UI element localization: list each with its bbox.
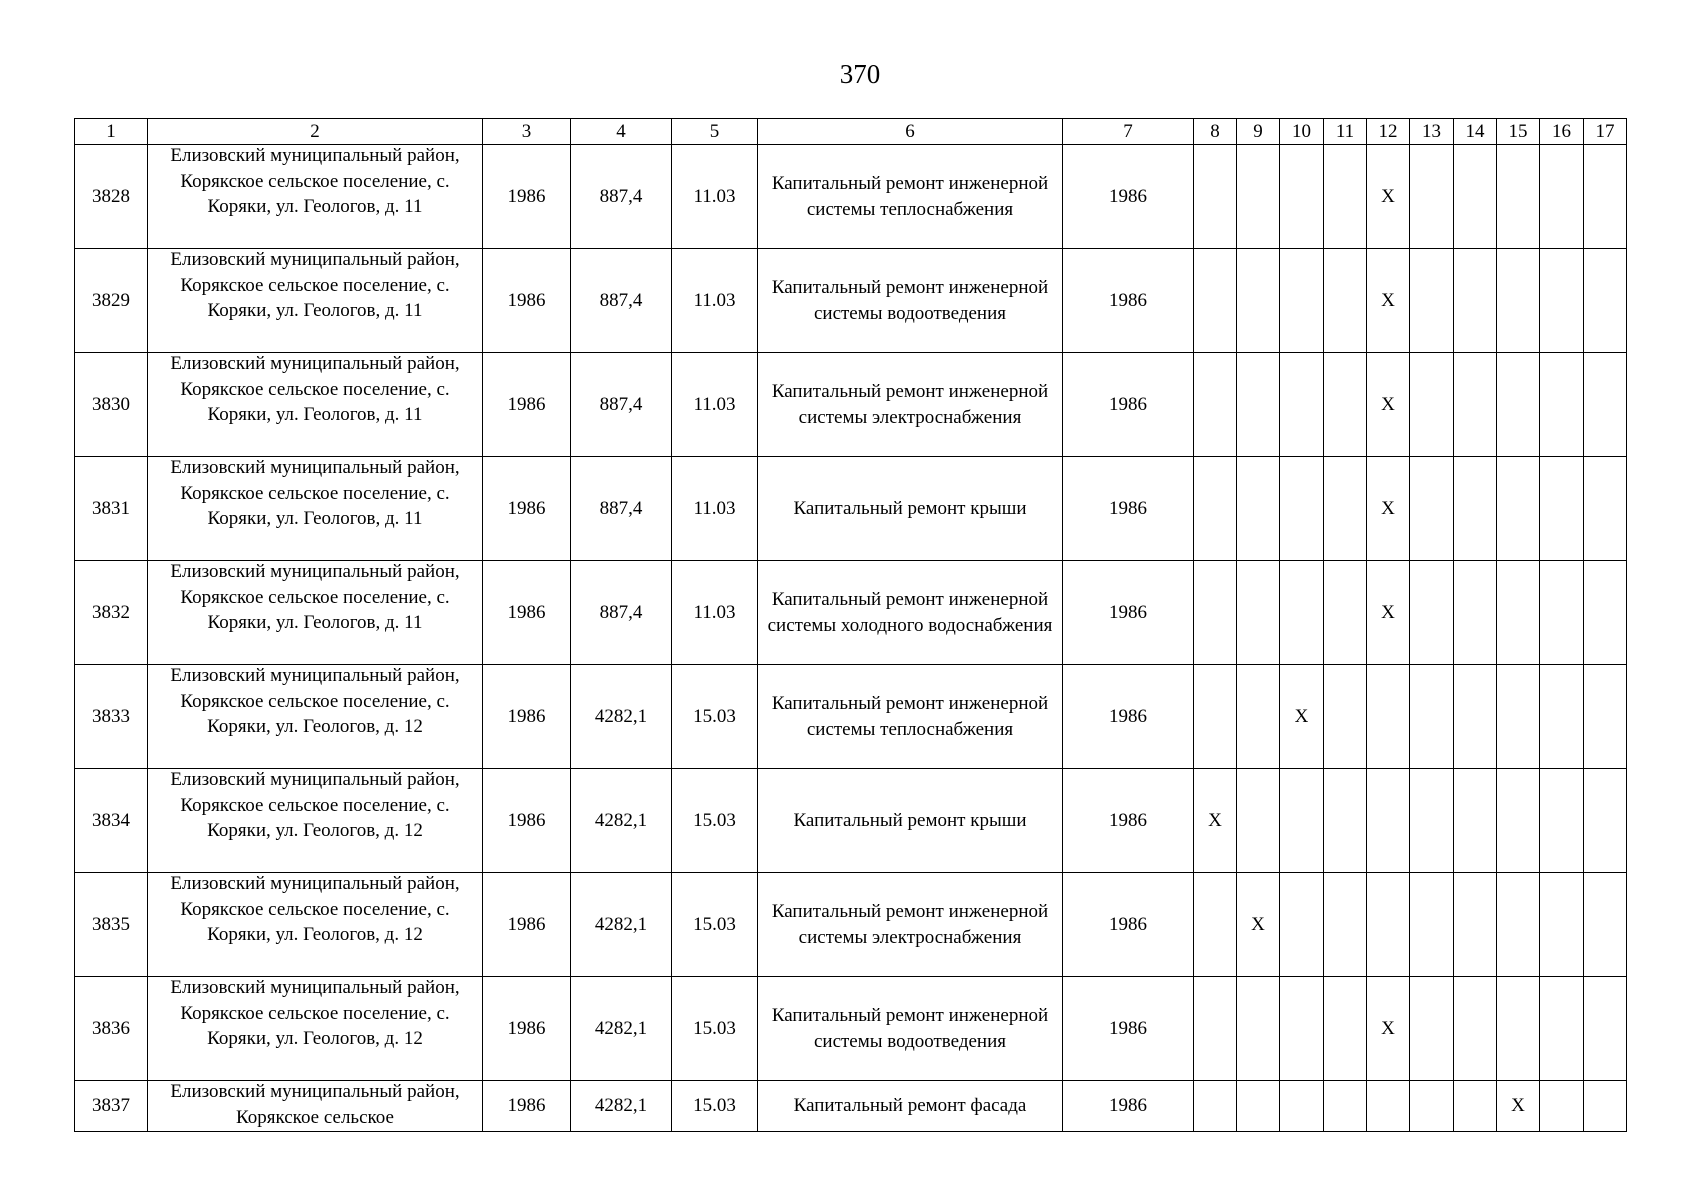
period-mark-cell-12: X [1367,977,1410,1081]
year-cell: 1986 [1063,769,1194,873]
period-mark-cell-17 [1584,1081,1627,1132]
period-mark-cell-13 [1410,145,1454,249]
period-mark-cell-17 [1584,769,1627,873]
period-mark-cell-8 [1194,1081,1237,1132]
period-mark-cell-15 [1497,353,1540,457]
row-number-cell: 3828 [75,145,148,249]
column-header-2: 2 [148,119,483,145]
period-mark-cell-14 [1454,769,1497,873]
period-mark-cell-17 [1584,561,1627,665]
period-mark-cell-12: X [1367,561,1410,665]
construction-year-cell: 1986 [483,249,571,353]
period-mark-cell-16 [1540,873,1584,977]
work-type-cell: Капитальный ремонт инженерной системы теплоснабжения [758,145,1063,249]
period-mark-cell-17 [1584,353,1627,457]
address-text: Елизовский муниципальный район, Корякское сельское поселение, с. Коряки, ул. Геологов, д. 11 [170,457,460,529]
code-cell: 11.03 [672,353,758,457]
period-mark-cell-12 [1367,873,1410,977]
period-mark-cell-9 [1237,977,1280,1081]
period-mark-cell-14 [1454,353,1497,457]
code-cell: 11.03 [672,145,758,249]
period-mark-cell-15 [1497,457,1540,561]
work-type-cell: Капитальный ремонт инженерной системы водоотведения [758,977,1063,1081]
period-mark-cell-14 [1454,665,1497,769]
table-row [75,145,1627,249]
area-cell: 4282,1 [571,977,672,1081]
period-mark-cell-15 [1497,769,1540,873]
table-body [75,145,1627,1132]
period-mark-cell-8 [1194,353,1237,457]
code-cell: 15.03 [672,665,758,769]
area-cell: 4282,1 [571,873,672,977]
column-header-12: 12 [1367,119,1410,145]
period-mark-cell-16 [1540,769,1584,873]
period-mark-cell-10 [1280,457,1324,561]
period-mark-cell-11 [1324,873,1367,977]
period-mark-cell-12 [1367,769,1410,873]
row-number-cell: 3837 [75,1081,148,1132]
period-mark-cell-14 [1454,249,1497,353]
column-header-17: 17 [1584,119,1627,145]
table-row [75,1081,1627,1132]
area-cell: 4282,1 [571,769,672,873]
period-mark-cell-12: X [1367,145,1410,249]
capital-repair-table [74,118,1627,1132]
table-row [75,249,1627,353]
year-cell: 1986 [1063,353,1194,457]
period-mark-cell-10 [1280,977,1324,1081]
period-mark-cell-15 [1497,145,1540,249]
address-cell [148,353,483,457]
period-mark-cell-8 [1194,457,1237,561]
area-cell: 887,4 [571,353,672,457]
period-mark-cell-13 [1410,249,1454,353]
period-mark-cell-8 [1194,665,1237,769]
column-header-16: 16 [1540,119,1584,145]
period-mark-cell-10: X [1280,665,1324,769]
period-mark-cell-10 [1280,249,1324,353]
row-number-cell: 3829 [75,249,148,353]
construction-year-cell: 1986 [483,977,571,1081]
period-mark-cell-13 [1410,561,1454,665]
period-mark-cell-16 [1540,1081,1584,1132]
address-text: Елизовский муниципальный район, Корякское сельское поселение, с. Коряки, ул. Геологов, д. 12 [170,665,460,737]
period-mark-cell-9 [1237,145,1280,249]
period-mark-cell-8 [1194,561,1237,665]
period-mark-cell-16 [1540,977,1584,1081]
period-mark-cell-9 [1237,561,1280,665]
period-mark-cell-17 [1584,249,1627,353]
area-cell: 887,4 [571,249,672,353]
address-text: Елизовский муниципальный район, Корякское сельское поселение, с. Коряки, ул. Геологов, д. 11 [170,561,460,633]
period-mark-cell-16 [1540,145,1584,249]
code-cell: 11.03 [672,561,758,665]
period-mark-cell-14 [1454,1081,1497,1132]
column-header-11: 11 [1324,119,1367,145]
period-mark-cell-10 [1280,1081,1324,1132]
address-cell [148,1081,483,1132]
period-mark-cell-8 [1194,977,1237,1081]
area-cell: 4282,1 [571,1081,672,1132]
work-type-cell: Капитальный ремонт инженерной системы электроснабжения [758,353,1063,457]
period-mark-cell-13 [1410,769,1454,873]
year-cell: 1986 [1063,665,1194,769]
period-mark-cell-11 [1324,1081,1367,1132]
period-mark-cell-8 [1194,145,1237,249]
address-cell [148,561,483,665]
period-mark-cell-12: X [1367,249,1410,353]
period-mark-cell-9: X [1237,873,1280,977]
row-number-cell: 3835 [75,873,148,977]
period-mark-cell-17 [1584,873,1627,977]
row-number-cell: 3832 [75,561,148,665]
period-mark-cell-16 [1540,561,1584,665]
period-mark-cell-9 [1237,353,1280,457]
construction-year-cell: 1986 [483,665,571,769]
column-header-14: 14 [1454,119,1497,145]
period-mark-cell-16 [1540,457,1584,561]
period-mark-cell-15 [1497,873,1540,977]
column-header-4: 4 [571,119,672,145]
period-mark-cell-11 [1324,353,1367,457]
period-mark-cell-10 [1280,769,1324,873]
period-mark-cell-14 [1454,457,1497,561]
table-row [75,353,1627,457]
row-number-cell: 3831 [75,457,148,561]
address-text: Елизовский муниципальный район, Корякское сельское поселение, с. Коряки, ул. Геологов, д. 12 [170,977,460,1049]
period-mark-cell-16 [1540,665,1584,769]
area-cell: 887,4 [571,145,672,249]
construction-year-cell: 1986 [483,353,571,457]
table-row [75,561,1627,665]
work-type-cell: Капитальный ремонт инженерной системы холодного водоснабжения [758,561,1063,665]
table-row [75,769,1627,873]
period-mark-cell-13 [1410,665,1454,769]
address-cell [148,873,483,977]
work-type-cell: Капитальный ремонт крыши [758,769,1063,873]
address-cell [148,249,483,353]
row-number-cell: 3830 [75,353,148,457]
year-cell: 1986 [1063,873,1194,977]
address-text: Елизовский муниципальный район, Корякское сельское поселение, с. Коряки, ул. Геологов, д. 11 [170,145,460,217]
year-cell: 1986 [1063,249,1194,353]
period-mark-cell-10 [1280,145,1324,249]
code-cell: 15.03 [672,873,758,977]
period-mark-cell-11 [1324,457,1367,561]
table-row [75,665,1627,769]
row-number-cell: 3834 [75,769,148,873]
period-mark-cell-15 [1497,561,1540,665]
period-mark-cell-9 [1237,665,1280,769]
period-mark-cell-10 [1280,561,1324,665]
construction-year-cell: 1986 [483,561,571,665]
code-cell: 11.03 [672,249,758,353]
code-cell: 15.03 [672,1081,758,1132]
address-text: Елизовский муниципальный район, Корякское сельское [170,1081,460,1128]
code-cell: 11.03 [672,457,758,561]
period-mark-cell-13 [1410,977,1454,1081]
address-cell [148,145,483,249]
column-header-10: 10 [1280,119,1324,145]
address-text: Елизовский муниципальный район, Корякское сельское поселение, с. Коряки, ул. Геологов, д. 11 [170,249,460,321]
work-type-cell: Капитальный ремонт инженерной системы электроснабжения [758,873,1063,977]
period-mark-cell-11 [1324,249,1367,353]
page-number: 370 [839,59,881,89]
address-cell [148,665,483,769]
period-mark-cell-13 [1410,353,1454,457]
column-header-7: 7 [1063,119,1194,145]
address-cell [148,457,483,561]
year-cell: 1986 [1063,145,1194,249]
column-header-6: 6 [758,119,1063,145]
period-mark-cell-13 [1410,1081,1454,1132]
period-mark-cell-15: X [1497,1081,1540,1132]
column-header-1: 1 [75,119,148,145]
period-mark-cell-14 [1454,977,1497,1081]
row-number-cell: 3836 [75,977,148,1081]
construction-year-cell: 1986 [483,873,571,977]
year-cell: 1986 [1063,1081,1194,1132]
column-header-8: 8 [1194,119,1237,145]
address-text: Елизовский муниципальный район, Корякское сельское поселение, с. Коряки, ул. Геологов, д. 12 [170,769,460,841]
construction-year-cell: 1986 [483,457,571,561]
area-cell: 887,4 [571,561,672,665]
code-cell: 15.03 [672,769,758,873]
column-header-5: 5 [672,119,758,145]
period-mark-cell-12: X [1367,353,1410,457]
period-mark-cell-16 [1540,353,1584,457]
period-mark-cell-12 [1367,1081,1410,1132]
row-number-cell: 3833 [75,665,148,769]
period-mark-cell-15 [1497,665,1540,769]
period-mark-cell-9 [1237,249,1280,353]
column-header-15: 15 [1497,119,1540,145]
period-mark-cell-17 [1584,665,1627,769]
period-mark-cell-14 [1454,561,1497,665]
construction-year-cell: 1986 [483,1081,571,1132]
period-mark-cell-15 [1497,249,1540,353]
table-row [75,873,1627,977]
construction-year-cell: 1986 [483,769,571,873]
period-mark-cell-9 [1237,769,1280,873]
period-mark-cell-13 [1410,457,1454,561]
period-mark-cell-12 [1367,665,1410,769]
period-mark-cell-17 [1584,145,1627,249]
period-mark-cell-11 [1324,977,1367,1081]
column-header-3: 3 [483,119,571,145]
address-text: Елизовский муниципальный район, Корякское сельское поселение, с. Коряки, ул. Геологов, д. 11 [170,353,460,425]
period-mark-cell-8: X [1194,769,1237,873]
address-cell [148,977,483,1081]
year-cell: 1986 [1063,977,1194,1081]
period-mark-cell-11 [1324,665,1367,769]
period-mark-cell-13 [1410,873,1454,977]
year-cell: 1986 [1063,457,1194,561]
work-type-cell: Капитальный ремонт фасада [758,1081,1063,1132]
period-mark-cell-15 [1497,977,1540,1081]
column-header-9: 9 [1237,119,1280,145]
period-mark-cell-11 [1324,145,1367,249]
period-mark-cell-11 [1324,769,1367,873]
work-type-cell: Капитальный ремонт инженерной системы водоотведения [758,249,1063,353]
period-mark-cell-12: X [1367,457,1410,561]
period-mark-cell-9 [1237,1081,1280,1132]
period-mark-cell-8 [1194,249,1237,353]
work-type-cell: Капитальный ремонт крыши [758,457,1063,561]
address-text: Елизовский муниципальный район, Корякское сельское поселение, с. Коряки, ул. Геологов, д. 12 [170,873,460,945]
year-cell: 1986 [1063,561,1194,665]
period-mark-cell-10 [1280,873,1324,977]
area-cell: 887,4 [571,457,672,561]
period-mark-cell-14 [1454,145,1497,249]
period-mark-cell-9 [1237,457,1280,561]
table-row [75,457,1627,561]
address-cell [148,769,483,873]
period-mark-cell-11 [1324,561,1367,665]
period-mark-cell-17 [1584,977,1627,1081]
work-type-cell: Капитальный ремонт инженерной системы теплоснабжения [758,665,1063,769]
column-header-13: 13 [1410,119,1454,145]
period-mark-cell-16 [1540,249,1584,353]
period-mark-cell-10 [1280,353,1324,457]
column-number-header-row [75,119,1627,145]
period-mark-cell-14 [1454,873,1497,977]
construction-year-cell: 1986 [483,145,571,249]
period-mark-cell-17 [1584,457,1627,561]
area-cell: 4282,1 [571,665,672,769]
table-row [75,977,1627,1081]
code-cell: 15.03 [672,977,758,1081]
period-mark-cell-8 [1194,873,1237,977]
